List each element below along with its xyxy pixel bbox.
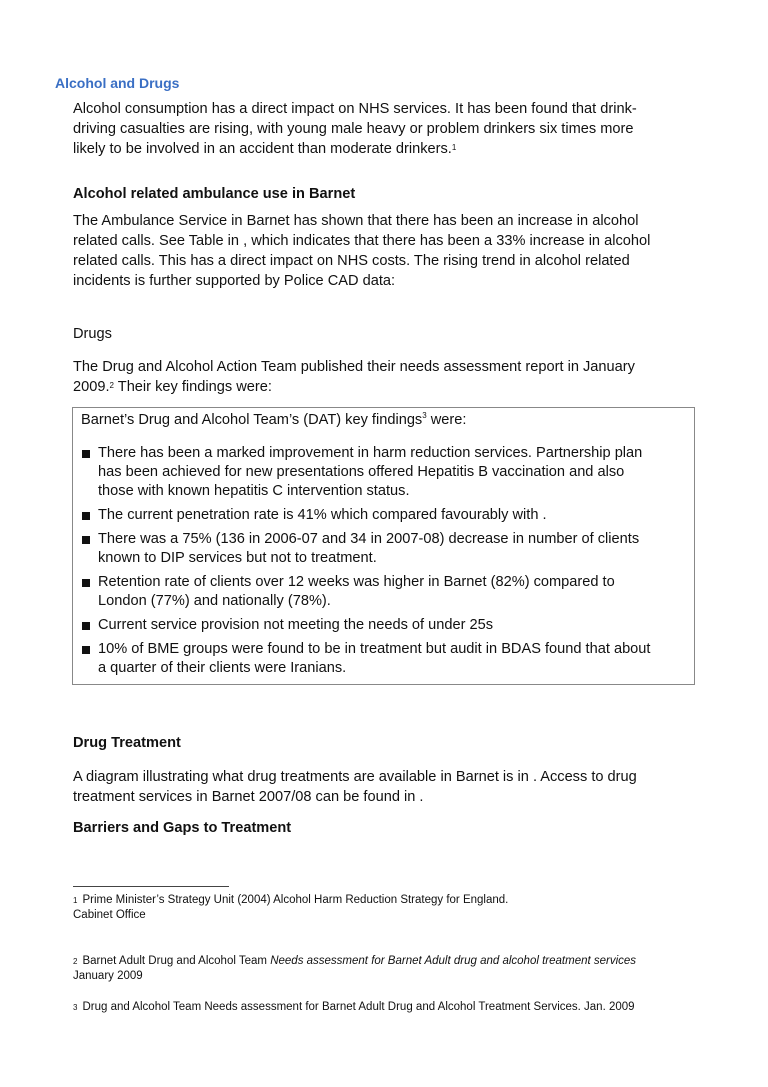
square-bullet-icon	[82, 512, 90, 520]
square-bullet-icon	[82, 646, 90, 654]
list-item: There has been a marked improvement in harm reduction services. Partnership plan has been achieved for new presentations offered Hepatitis B vaccination and also those with known hepatitis C intervention status.	[81, 444, 686, 501]
key-findings-box	[72, 407, 695, 685]
ambulance-heading: Alcohol related ambulance use in Barnet	[73, 186, 356, 202]
square-bullet-icon	[82, 622, 90, 630]
footnote-3: $^3$ Drug and Alcohol Team Needs assessment for Barnet Adult Drug and Alcohol Treatment Services. Jan. 2009	[73, 1001, 635, 1013]
footnote-ref-3[interactable]: 3	[422, 411, 427, 420]
key-findings-list	[81, 444, 686, 683]
key-findings-title: Barnet’s Drug and Alcohol Team’s (DAT) key findings$^3$ were:	[81, 411, 467, 428]
list-item: Retention rate of clients over 12 weeks was higher in Barnet (82%) compared to London (77%) and nationally (78%).	[81, 573, 686, 611]
square-bullet-icon	[82, 579, 90, 587]
intro-paragraph: Alcohol consumption has a direct impact on NHS services. It has been found that drink- driving casualties are rising, with young male heavy or problem drinkers six times more likely to be involved in an accident than moderate drinkers.$^1$	[73, 101, 637, 157]
footnote-ref-1[interactable]: 1	[451, 143, 457, 152]
drug-treatment-heading: Drug Treatment	[73, 735, 181, 751]
footnote-ref-2[interactable]: 2	[109, 381, 114, 390]
list-item: 10% of BME groups were found to be in treatment but audit in BDAS found that about a quarter of their clients were Iranians.	[81, 640, 686, 678]
square-bullet-icon	[82, 450, 90, 458]
list-item: There was a 75% (136 in 2006-07 and 34 in 2007-08) decrease in number of clients known to DIP services but not to treatment.	[81, 530, 686, 568]
square-bullet-icon	[82, 536, 90, 544]
drugs-paragraph: The Drug and Alcohol Action Team published their needs assessment report in January 2009.$^2$ Their key findings were:	[73, 359, 635, 395]
barriers-heading: Barriers and Gaps to Treatment	[73, 820, 292, 836]
list-item: Current service provision not meeting the needs of under 25s	[81, 616, 686, 635]
footnote-divider	[73, 886, 229, 887]
ambulance-paragraph: The Ambulance Service in Barnet has shown that there has been an increase in alcohol related calls. See Table in , which indicates that there has been a 33% increase in alcohol related calls. This has a direct impact on NHS costs. The rising trend in alcohol related incidents is further supported by Police CAD data:	[73, 213, 651, 289]
list-item: The current penetration rate is 41% which compared favourably with .	[81, 506, 686, 525]
drugs-heading: Drugs	[73, 326, 112, 342]
section-title: Alcohol and Drugs	[55, 75, 180, 91]
drug-treatment-paragraph: A diagram illustrating what drug treatments are available in Barnet is in . Access to drug treatment services in Barnet 2007/08 can be found in .	[73, 769, 637, 805]
footnote-1: $^1$ Prime Minister’s Strategy Unit (2004) Alcohol Harm Reduction Strategy for England. Cabinet Office	[73, 894, 509, 921]
footnote-2: $^2$ Barnet Adult Drug and Alcohol Team Needs assessment for Barnet Adult drug and alcohol treatment services January 2009	[73, 955, 637, 982]
